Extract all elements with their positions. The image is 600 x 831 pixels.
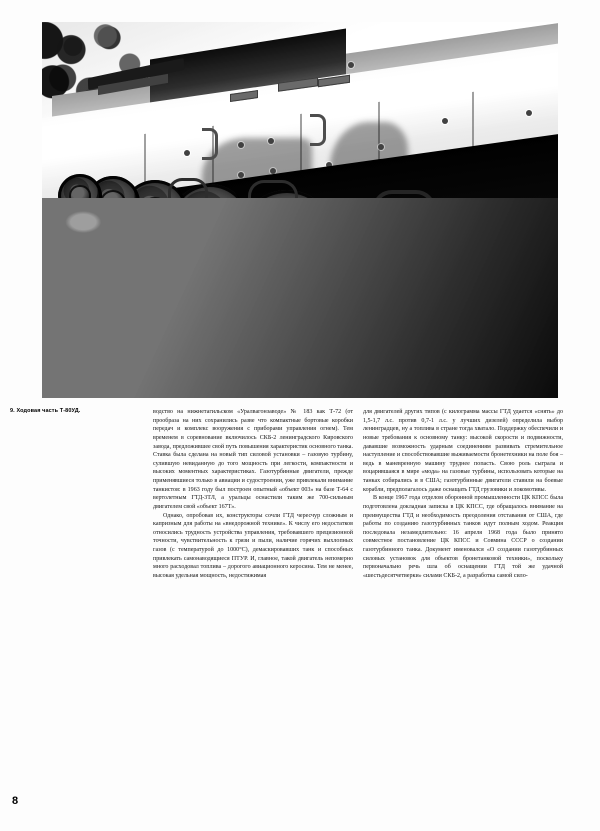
photo-bolt [526, 110, 532, 116]
paragraph: Однако, опробовав их, конструкторы сочли ГТД чересчур сложным и капризным для работы на «внедорожной технике». К числу его недостатков относились трудность устройства управления, требовавшего прецизионной точности, чувствительность к грязи и пыли, наличие горячих выхлопных газов (с температурой до 1000°С), демаскировавших танк и способных привлекать самонаводящиеся ПТУР. И, главное, такой двигатель непомерно много расходовал топлива – дорогого авиационного керосина. Тем не менее, высокая удельная мощность, недостижимая [153, 512, 353, 579]
paragraph: для двигателей других типов (с килограмма массы ГТД удается «снять» до 1,5-1,7 л.с. против 0,7-1 л.с. у лучших дизелей) определила выбор ленинградцев, ну а топлива в стране тогда хватало. Поддержку обеспечили и новые требования к основному танку: высокой скорости и подвижности, дававшие возможность ударным соединениям развивать стремительное наступление и способствовавшие выживаемости бронетехники на поле боя – ведь в маневренную машину труднее попасть. Свою роль сыграла и воцарившаяся в мире «мода» на газовые турбины, использовать которые на танках собирались и в США; газотурбинные двигатели ставили на боевые корабли, предполагалось даже оснащать ГТД грузовики и локомотивы. [363, 409, 563, 493]
figure-tank-running-gear [42, 22, 558, 398]
figure-caption: 9. Ходовая часть Т-80УД. [10, 408, 81, 414]
photo-bolt [238, 142, 244, 148]
photo-bolt [378, 144, 384, 150]
photo-bolt [442, 118, 448, 124]
body-column-right [363, 408, 563, 581]
photo-bolt [348, 62, 354, 68]
paragraph: водство на нижнетагильском «Уралвагонзаводе» № 183 как Т-72 (от прообраза на них сохранились разве что компактные бортовые коробки передач и комплекс вооружения с приборами управления огнем). Тем временем в соревнование включилось СКБ-2 ленинградского Кировского завода, предложившее свой путь повышения характеристик основного танка. Ставка была сделана на новый тип силовой установки – газовую турбину, сулившую невиданную до того мощность при легкости, компактности и высоких моментных характеристиках. Газотурбинные двигатели, прежде применявшиеся только в авиации и судостроении, уже привлекали внимание танкистов: в 1963 году был построен опытный «объект 003» на базе Т-64 с вертолетным ГТД-3ТЛ, а уральцы оснастили таким же 700-сильным двигателем свой «объект 167Т». [153, 409, 353, 510]
photo-bolt [184, 150, 190, 156]
photo-grab-handle [310, 114, 326, 146]
photo-bolt [268, 138, 274, 144]
page-number: 8 [12, 795, 19, 807]
photo-ground-shading [42, 198, 558, 398]
photo-grab-handle [202, 128, 218, 160]
text-columns [10, 408, 590, 798]
body-column-middle [153, 408, 353, 581]
paragraph: В конце 1967 года отделом оборонной промышленности ЦК КПСС была подготовлена докладная записка в ЦК КПСС, где обращалось внимание на преимущества ГТД и необходимость преодоления отставания от США, где работы по созданию газотурбинных танков идут полным ходом. Реакция последовала незамедлительно: 16 апреля 1968 года было принято совместное постановление ЦК КПСС и Совмина СССР о создании газотурбинного танка. Документ именовался «О создании газотурбинных силовых установок для объектов бронетанковой техники», поскольку первоначально речь шла об оснащении ГТД той же удачной «шестьдесятчетверки» силами СКБ-2, а разработка самой сило- [363, 495, 563, 579]
photo-bolt [238, 172, 244, 178]
photo-t80ud-running-gear [42, 22, 558, 398]
figure-caption-column [10, 408, 142, 415]
